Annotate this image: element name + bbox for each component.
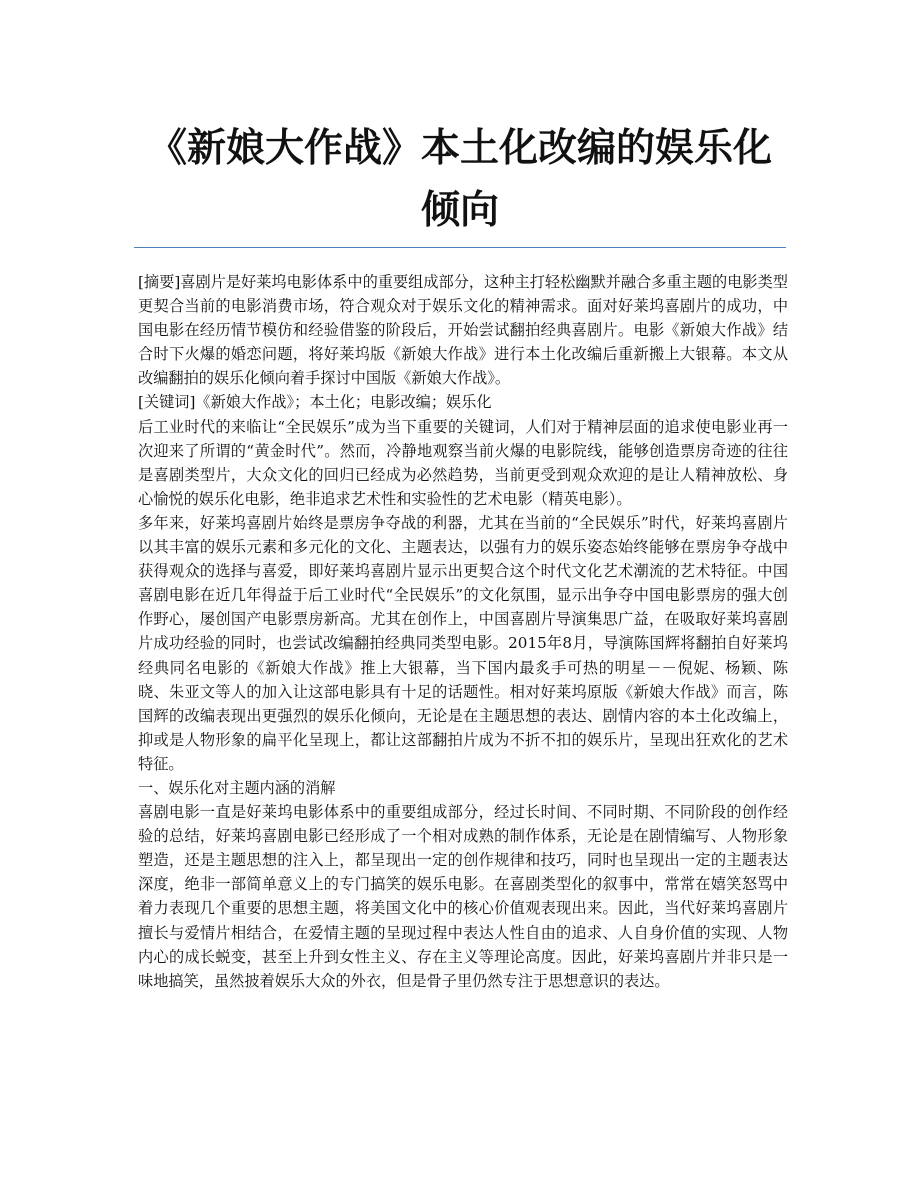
document-title: 《新娘大作战》本土化改编的娱乐化倾向 bbox=[147, 126, 772, 233]
body-paragraph: 后工业时代的来临让“全民娱乐”成为当下重要的关键词，人们对于精神层面的追求使电影业再一次迎来了所谓的“黄金时代”。然而，冷静地观察当前火爆的电影院线，能够创造票房奇迹的往往是喜剧类型片，大众文化的回归已经成为必然趋势，当前更受到观众欢迎的是让人精神放松、身心愉悦的娱乐化电影，绝非追求艺术性和实验性的艺术电影（精英电影）。 bbox=[138, 417, 788, 508]
keywords-paragraph: [关键词]《新娘大作战》；本土化；电影改编；娱乐化 bbox=[138, 393, 492, 412]
section-heading: 一、娱乐化对主题内涵的消解 bbox=[138, 778, 336, 797]
document-body bbox=[138, 270, 788, 993]
title-divider bbox=[134, 247, 786, 248]
body-paragraph: 多年来，好莱坞喜剧片始终是票房争夺战的利器，尤其在当前的“全民娱乐”时代，好莱坞喜剧片以其丰富的娱乐元素和多元化的文化、主题表达，以强有力的娱乐姿态始终能够在票房争夺战中获得观众的选择与喜爱，即好莱坞喜剧片显示出更契合这个时代文化艺术潮流的艺术特征。中国喜剧电影在近几年得益于后工业时代“全民娱乐”的文化氛围，显示出争夺中国电影票房的强大创作野心，屡创国产电影票房新高。尤其在创作上，中国喜剧片导演集思广益，在吸取好莱坞喜剧片成功经验的同时，也尝试改编翻拍经典同类型电影。2015年8月，导演陈国辉将翻拍自好莱坞经典同名电影的《新娘大作战》推上大银幕，当下国内最炙手可热的明星－－倪妮、杨颖、陈晓、朱亚文等人的加入让这部电影具有十足的话题性。相对好莱坞原版《新娘大作战》而言，陈国辉的改编表现出更强烈的娱乐化倾向，无论是在主题思想的表达、剧情内容的本土化改编上，抑或是人物形象的扁平化呈现上，都让这部翻拍片成为不折不扣的娱乐片，呈现出狂欢化的艺术特征。 bbox=[138, 513, 788, 773]
body-paragraph: 喜剧电影一直是好莱坞电影体系中的重要组成部分，经过长时间、不同时期、不同阶段的创作经验的总结，好莱坞喜剧电影已经形成了一个相对成熟的制作体系，无论是在剧情编写、人物形象塑造，还是主题思想的注入上，都呈现出一定的创作规律和技巧，同时也呈现出一定的主题表达深度，绝非一部简单意义上的专门搞笑的娱乐电影。在喜剧类型化的叙事中，常常在嬉笑怒骂中着力表现几个重要的思想主题，将美国文化中的核心价值观表现出来。因此，当代好莱坞喜剧片擅长与爱情片相结合，在爱情主题的呈现过程中表达人性自由的追求、人自身价值的实现、人物内心的成长蜕变，甚至上升到女性主义、存在主义等理论高度。因此，好莱坞喜剧片并非只是一味地搞笑，虽然披着娱乐大众的外衣，但是骨子里仍然专注于思想意识的表达。 bbox=[138, 803, 788, 990]
abstract-paragraph: [摘要]喜剧片是好莱坞电影体系中的重要组成部分，这种主打轻松幽默并融合多重主题的电影类型更契合当前的电影消费市场，符合观众对于娱乐文化的精神需求。面对好莱坞喜剧片的成功，中国电影在经历情节模仿和经验借鉴的阶段后，开始尝试翻拍经典喜剧片。电影《新娘大作战》结合时下火爆的婚恋问题，将好莱坞版《新娘大作战》进行本土化改编后重新搬上大银幕。本文从改编翻拍的娱乐化倾向着手探讨中国版《新娘大作战》。 bbox=[138, 273, 788, 388]
